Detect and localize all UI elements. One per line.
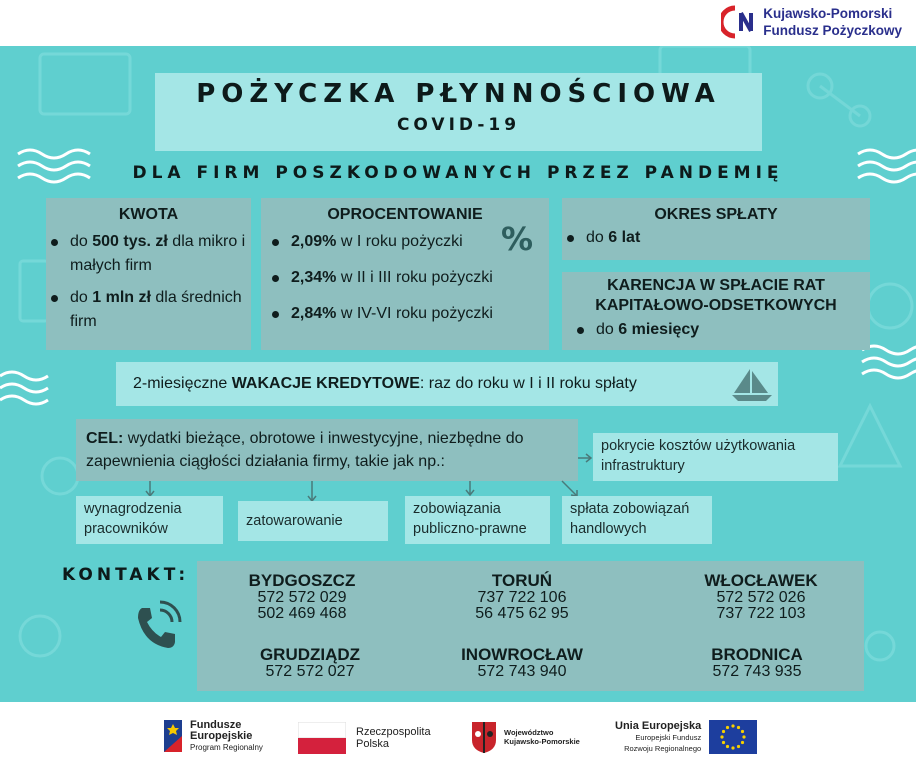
rate-item: 2,09% w I roku pożyczki xyxy=(267,230,549,254)
page-title: POŻYCZKA PŁYNNOŚCIOWA xyxy=(196,79,721,109)
phone-number: 572 572 026 xyxy=(716,589,806,606)
city-name: GRUDZIĄDZ xyxy=(259,645,361,664)
city-name: INOWROCŁAW xyxy=(461,645,583,664)
rate-item: 2,34% w II i III roku pożyczki xyxy=(267,266,549,290)
phone-number: 572 572 027 xyxy=(265,663,355,680)
card-karencja-heading: KARENCJA W SPŁACIE RAT KAPITAŁOWO-ODSETKOWYCH xyxy=(595,277,837,314)
card-oprocentowanie-heading: OPROCENTOWANIE xyxy=(327,206,483,223)
kwota-item: do 1 mln zł dla średnich firm xyxy=(46,286,251,334)
phone-number: 572 743 935 xyxy=(712,663,802,680)
logo-wojewodztwo: Województwo Kujawsko-Pomorskie xyxy=(470,720,580,754)
city-name: BRODNICA xyxy=(711,645,803,664)
logo-unia-europejska: Unia Europejska Europejski Fundusz Rozwoju Regionalnego xyxy=(615,720,757,754)
rate-item: 2,84% w IV-VI roku pożyczki xyxy=(267,302,549,326)
logo-fundusze-europejskie: Fundusze Europejskie Program Regionalny xyxy=(162,716,263,756)
contact-brodnica xyxy=(672,646,842,680)
phone-icon xyxy=(128,600,184,656)
tagline: DLA FIRM POSZKODOWANYCH PRZEZ PANDEMIĘ xyxy=(132,163,784,183)
kontakt-label: KONTAKT: xyxy=(62,565,190,585)
logo-rzeczpospolita: Rzeczpospolita Polska xyxy=(298,722,431,754)
karencja-item: do 6 miesięcy xyxy=(572,318,870,342)
example-infrastruktura: pokrycie kosztów użytkowania infrastruktury xyxy=(593,433,838,481)
city-name: TORUŃ xyxy=(491,571,553,590)
page-subtitle: COVID-19 xyxy=(396,115,521,135)
percent-icon: % xyxy=(501,220,534,258)
example-splata: spłata zobowiązań handlowych xyxy=(562,496,712,544)
example-zatowarowanie: zatowarowanie xyxy=(238,501,388,541)
eu-flag-icon xyxy=(709,720,757,754)
contact-grudziadz xyxy=(225,646,395,680)
card-okres-heading: OKRES SPŁATY xyxy=(654,206,778,223)
card-kwota-heading: KWOTA xyxy=(118,206,179,223)
phone-number: 737 722 106 xyxy=(477,589,567,606)
phone-number: 572 572 029 xyxy=(257,589,347,606)
contact-torun xyxy=(437,572,607,622)
okres-item: do 6 lat xyxy=(562,226,870,250)
cel-text: wydatki bieżące, obrotowe i inwestycyjne, niezbędne do zapewnienia ciągłości działania firmy, takie jak np.: xyxy=(86,430,524,470)
brand-name-line2: Fundusz Pożyczkowy xyxy=(763,23,902,38)
contact-wloclawek xyxy=(676,572,846,622)
example-wynagrodzenia: wynagrodzenia pracowników xyxy=(76,496,223,544)
contact-bydgoszcz xyxy=(217,572,387,622)
phone-number: 737 722 103 xyxy=(716,605,806,622)
phone-number: 56 475 62 95 xyxy=(475,605,569,622)
cel-label: CEL: xyxy=(86,430,124,447)
city-name: BYDGOSZCZ xyxy=(248,571,356,590)
wakacje-text: 2-miesięczne WAKACJE KREDYTOWE: raz do roku w I i II roku spłaty xyxy=(133,375,637,392)
phone-number: 572 743 940 xyxy=(477,663,567,680)
city-name: WŁOCŁAWEK xyxy=(704,571,818,590)
example-zobowiazania: zobowiązania publiczno-prawne xyxy=(405,496,550,544)
kwota-item: do 500 tys. zł dla mikro i małych firm xyxy=(46,230,251,278)
fe-logo-icon xyxy=(162,716,184,756)
polish-flag-icon xyxy=(298,722,346,754)
footer-logos xyxy=(0,702,916,768)
phone-number: 502 469 468 xyxy=(257,605,347,622)
brand-name-line1: Kujawsko-Pomorski xyxy=(763,6,893,21)
contact-inowroclaw xyxy=(437,646,607,680)
coat-of-arms-icon xyxy=(470,720,498,754)
